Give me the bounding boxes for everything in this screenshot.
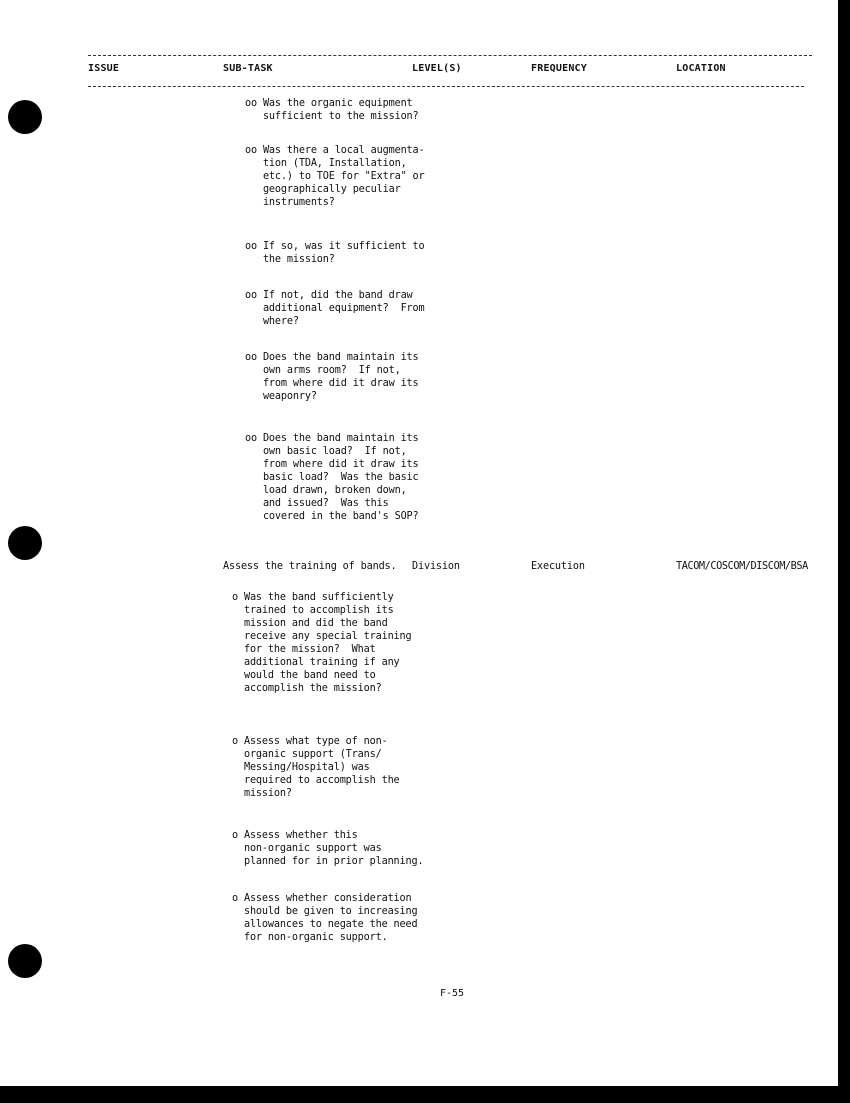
page-border-bottom	[0, 1086, 850, 1103]
column-header-levels: LEVEL(S)	[412, 63, 462, 74]
column-header-location: LOCATION	[676, 63, 726, 74]
question-item: oo Does the band maintain its own arms room? If not, from where did it draw its weaponry?	[245, 352, 419, 402]
assessment-item: o Assess what type of non- organic support (Trans/ Messing/Hospital) was required to accomplish the mission?	[232, 736, 400, 799]
question-item: oo If not, did the band draw additional equipment? From where?	[245, 290, 425, 327]
page-border-right	[838, 0, 850, 1103]
header-rule-top	[88, 55, 812, 56]
header-rule-bottom	[88, 86, 804, 87]
column-header-frequency: FREQUENCY	[531, 63, 587, 74]
location-text: TACOM/COSCOM/DISCOM/BSA	[676, 561, 808, 572]
assessment-item: o Assess whether this non-organic support was planned for in prior planning.	[232, 830, 424, 867]
punch-hole	[8, 944, 42, 978]
frequency-text: Execution	[531, 561, 585, 572]
level-text: Division	[412, 561, 460, 572]
question-item: oo Does the band maintain its own basic load? If not, from where did it draw its basic load? Was the basic load drawn, broken down, and issued? Was this covered in the band's SOP?	[245, 433, 419, 522]
sub-task-text: Assess the training of bands.	[223, 561, 397, 572]
page-number: F-55	[440, 988, 465, 999]
question-item: oo Was there a local augmenta- tion (TDA, Installation, etc.) to TOE for "Extra" or geographically peculiar instruments?	[245, 145, 425, 208]
question-item: oo If so, was it sufficient to the mission?	[245, 241, 425, 265]
column-header-sub-task: SUB-TASK	[223, 63, 273, 74]
assessment-item: o Assess whether consideration should be given to increasing allowances to negate the need for non-organic support.	[232, 893, 418, 943]
punch-hole	[8, 100, 42, 134]
punch-hole	[8, 526, 42, 560]
question-item: oo Was the organic equipment sufficient to the mission?	[245, 98, 419, 122]
assessment-item: o Was the band sufficiently trained to accomplish its mission and did the band receive any special training for the mission? What additional training if any would the band need to accomplish the mission?	[232, 592, 412, 694]
column-header-issue: ISSUE	[88, 63, 120, 74]
